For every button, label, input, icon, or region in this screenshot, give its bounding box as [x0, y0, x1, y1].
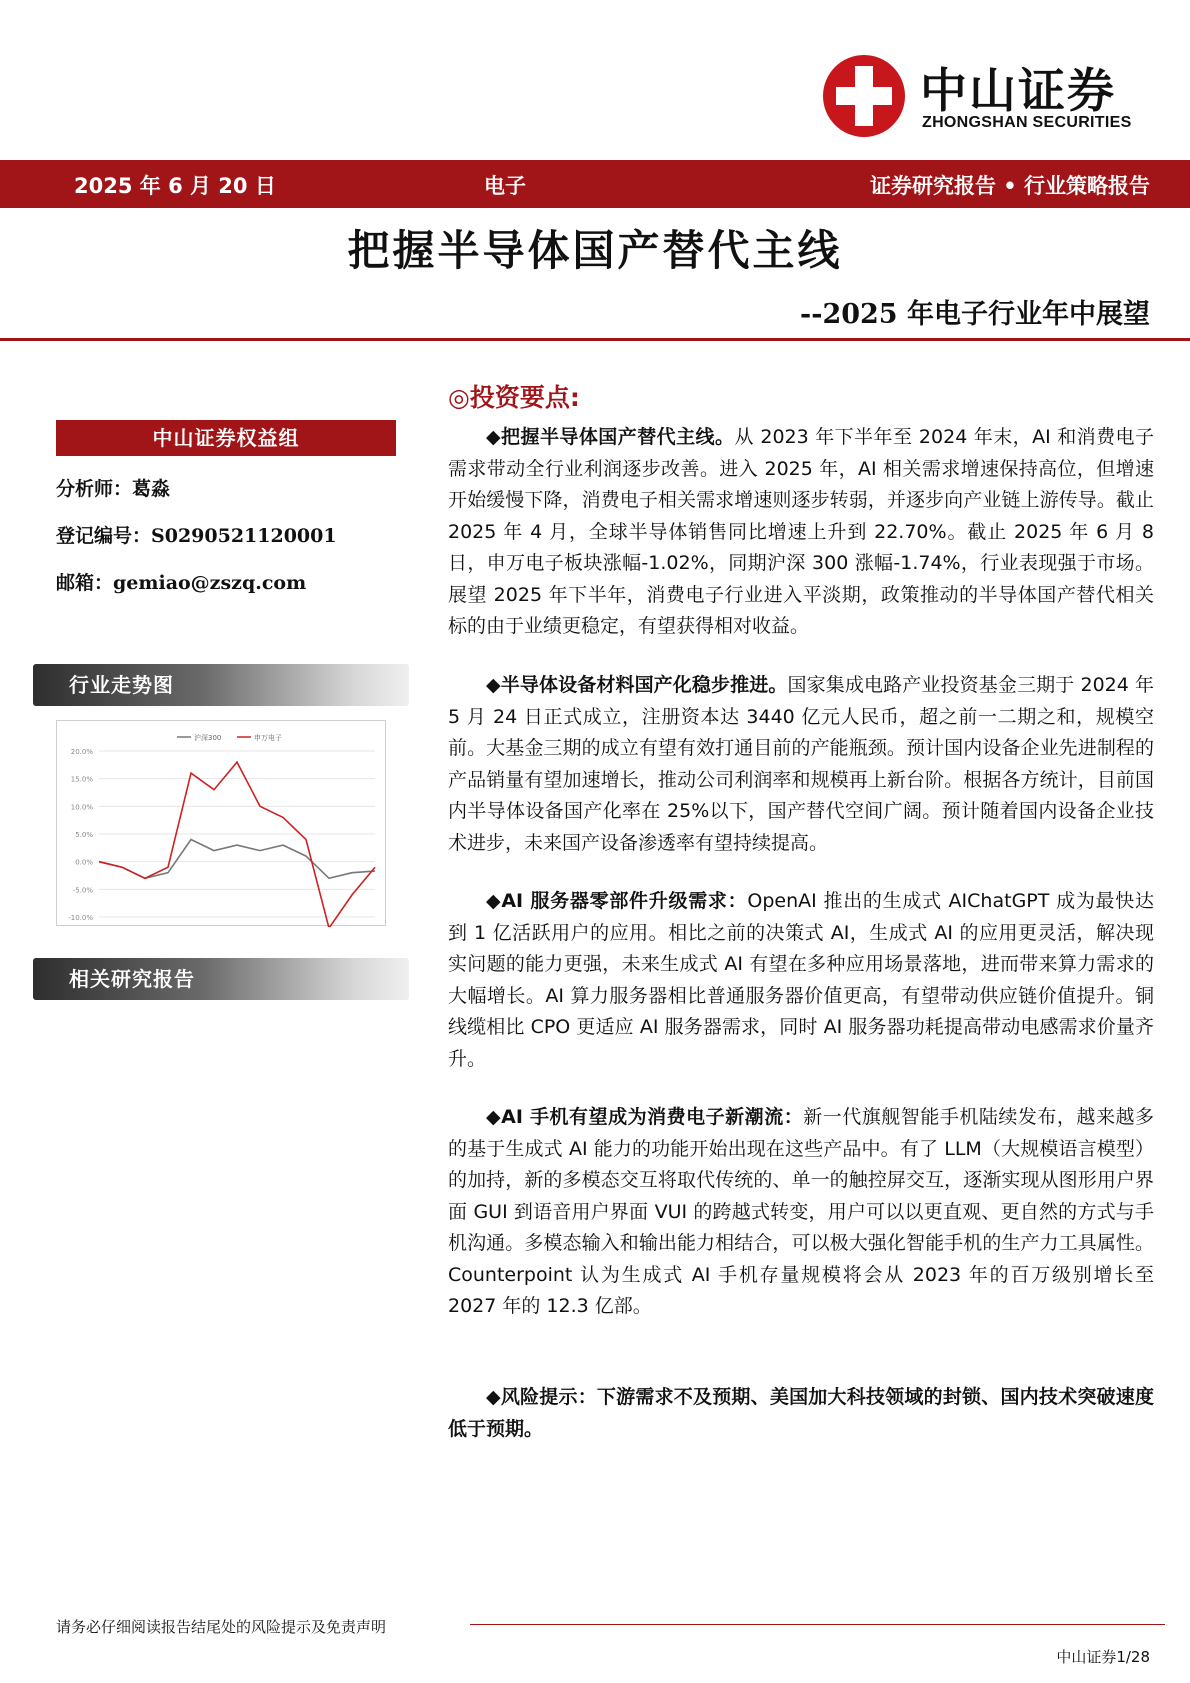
legend-label: 申万电子 — [254, 734, 282, 742]
paragraph-2-lead: ◆半导体设备材料国产化稳步推进。 — [486, 674, 788, 696]
page-subtitle: --2025 年电子行业年中展望 — [800, 299, 1150, 330]
trend-chart-svg — [57, 721, 387, 927]
brand-name-cn: 中山证券 — [920, 64, 1116, 119]
paragraph-3-lead: ◆AI 服务器零部件升级需求： — [486, 890, 748, 912]
report-date: 2025 年 6 月 20 日 — [74, 174, 276, 198]
related-reports-title: 相关研究报告 — [33, 958, 409, 1000]
paragraph-2 — [448, 670, 1154, 859]
page-title: 把握半导体国产替代主线 — [347, 226, 843, 275]
report-sector: 电子 — [484, 174, 526, 198]
y-tick-label: 0.0% — [75, 858, 93, 867]
y-tick-label: 10.0% — [70, 803, 93, 812]
paragraph-3 — [448, 886, 1154, 1075]
title-divider — [0, 338, 1190, 341]
paragraph-1 — [448, 422, 1154, 643]
team-label: 中山证券权益组 — [56, 420, 396, 456]
paragraph-4-lead: ◆AI 手机有望成为消费电子新潮流： — [486, 1106, 804, 1128]
paragraph-1-body: 从 2023 年下半年至 2024 年末，AI 和消费电子需求带动全行业利润逐步改善。进入 2025 年，AI 相关需求增速保持高位，但增速开始缓慢下降，消费电子相关需求增速则逐步转弱，并逐步向产业链上游传导。截止 2025 年 4 月，全球半导体销售同比增速上升到 22.70%。截止 2025 年 6 月 8 日，申万电子板块涨幅-1.02%，同期沪深 300 涨幅-1.74%，行业表现强于市场。展望 2025 年下半年，消费电子行业进入平淡期，政策推动的半导体国产替代相关标的由于业绩更稳定，有望获得相对收益。 — [448, 426, 1154, 637]
page-number: 中山证券1/28 — [1056, 1648, 1150, 1666]
header-band — [0, 160, 1190, 208]
disclaimer-note: 请务必仔细阅读报告结尾处的风险提示及免责声明 — [56, 1618, 387, 1636]
section-title: ◎投资要点: — [448, 383, 580, 412]
industry-trend-chart — [56, 720, 386, 926]
y-tick-label: -5.0% — [72, 886, 93, 895]
series-line — [99, 840, 375, 879]
risk-warning — [448, 1382, 1154, 1445]
paragraph-2-body: 国家集成电路产业投资基金三期于 2024 年 5 月 24 日正式成立，注册资本达 3440 亿元人民币，超之前一二期之和，规模空前。大基金三期的成立有望有效打通目前的产能瓶颈。预计国内设备企业先进制程的产品销量有望加速增长，推动公司利润率和规模再上新台阶。根据各方统计，目前国内半导体设备国产化率在 25%以下，国产替代空间广阔。预计随着国内设备企业技术进步，未来国产设备渗透率有望持续提高。 — [448, 674, 1154, 854]
analyst-email: 邮箱：gemiao@zszq.com — [56, 572, 307, 594]
report-type: 证券研究报告 • 行业策略报告 — [869, 174, 1150, 198]
paragraph-1-lead: ◆把握半导体国产替代主线。 — [486, 426, 735, 448]
legend-label: 沪深300 — [194, 734, 222, 742]
y-tick-label: 5.0% — [75, 831, 93, 839]
brand-logo — [820, 52, 1150, 148]
paragraph-4 — [448, 1102, 1154, 1323]
risk-warning-text: ◆风险提示：下游需求不及预期、美国加大科技领域的封锁、国内技术突破速度低于预期。 — [448, 1386, 1154, 1440]
paragraph-3-body: OpenAI 推出的生成式 AIChatGPT 成为最快达到 1 亿活跃用户的应用。相比之前的决策式 AI，生成式 AI 的应用更灵活，解决现实问题的能力更强，未来生成式 AI 有望在多种应用场景落地，进而带来算力需求的大幅增长。AI 算力服务器相比普通服务器价值更高，有望带动供应链价值提升。铜线缆相比 CPO 更适应 AI 服务器需求，同时 AI 服务器功耗提高带动电感需求价量齐升。 — [448, 890, 1154, 1070]
analyst-registration: 登记编号：S0290521120001 — [56, 525, 337, 547]
paragraph-4-body: 新一代旗舰智能手机陆续发布，越来越多的基于生成式 AI 能力的功能开始出现在这些产品中。有了 LLM（大规模语言模型）的加持，新的多模态交互将取代传统的、单一的触控屏交互，逐渐实现从图形用户界面 GUI 到语音用户界面 VUI 的跨越式转变，用户可以以更直观、更自然的方式与手机沟通。多模态输入和输出能力相结合，可以极大强化智能手机的生产力工具属性。Counterpoint 认为生成式 AI 手机存量规模将会从 2023 年的百万级别增长至 2027 年的 12.3 亿部。 — [448, 1106, 1154, 1317]
brand-name-en: ZHONGSHAN SECURITIES — [922, 114, 1132, 131]
y-tick-label: -10.0% — [68, 914, 93, 922]
footer-divider — [470, 1624, 1165, 1625]
zhongshan-logo-icon — [820, 52, 908, 140]
y-tick-label: 20.0% — [70, 748, 93, 756]
analyst-name: 分析师：葛淼 — [56, 478, 171, 500]
y-tick-label: 15.0% — [70, 775, 93, 784]
trend-chart-title: 行业走势图 — [33, 664, 409, 706]
